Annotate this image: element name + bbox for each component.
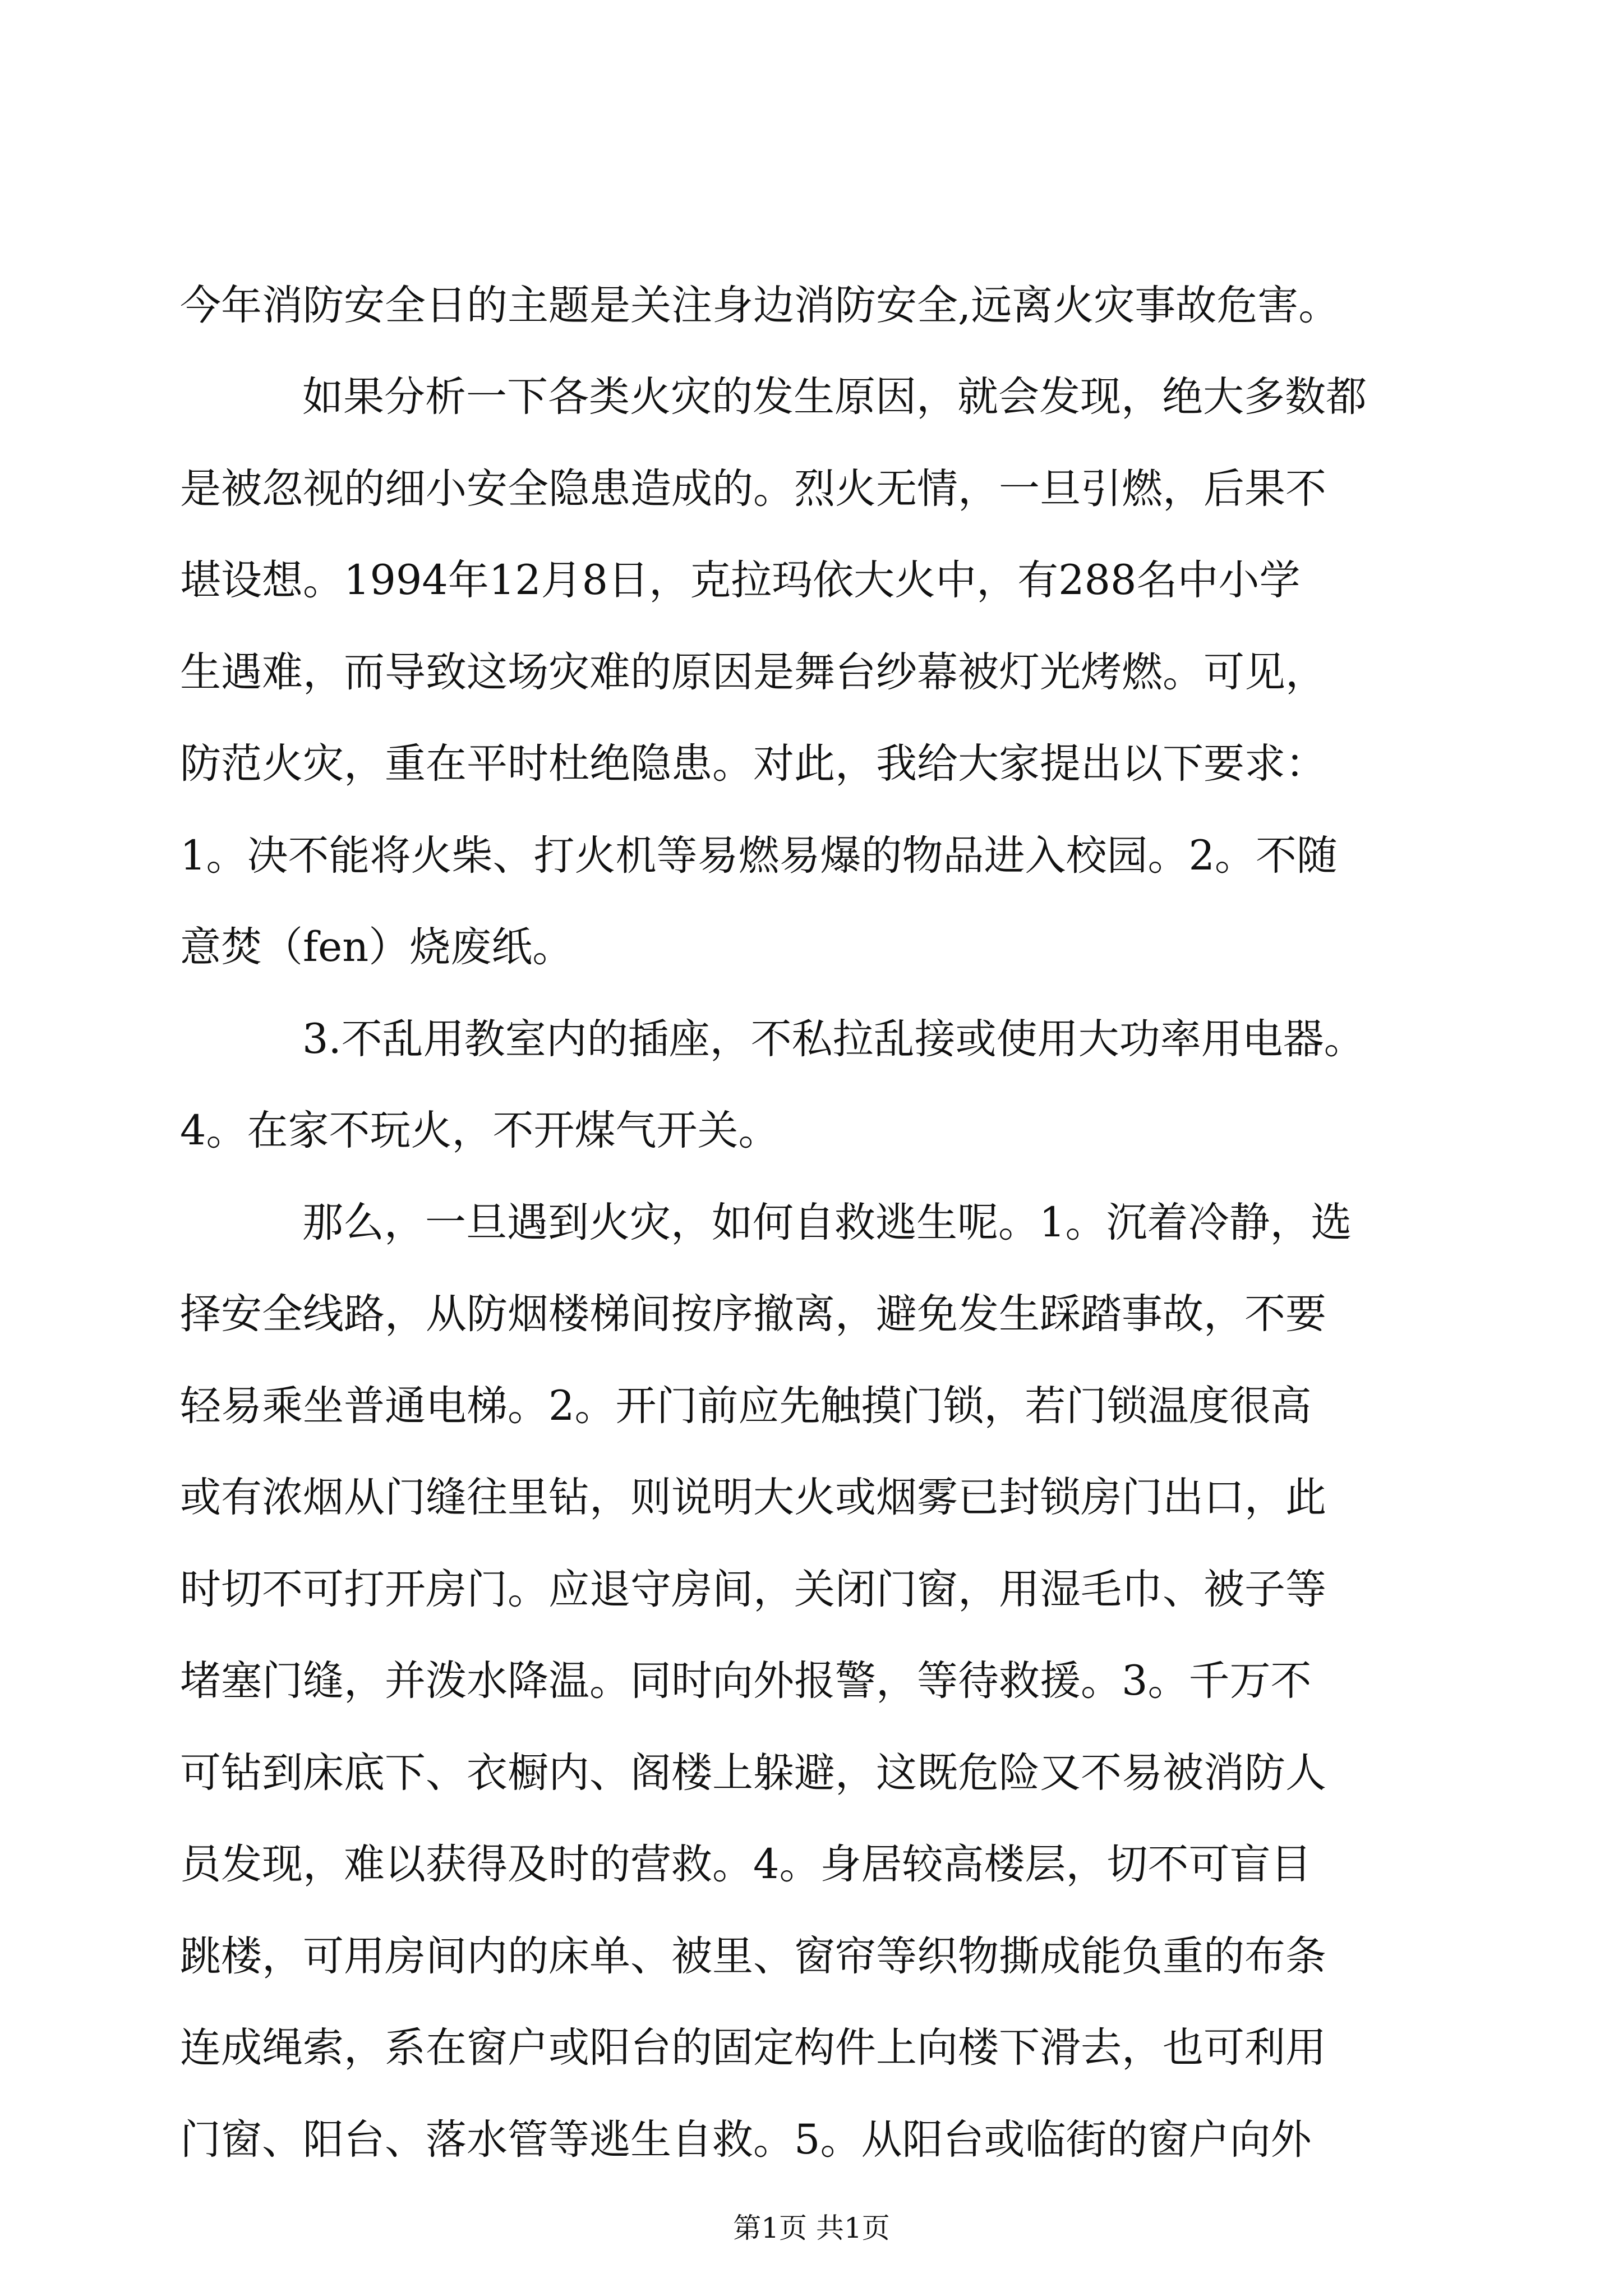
text-line-16: 堵塞门缝，并泼水降温。同时向外报警，等待救援。3。千万不	[180, 1657, 1312, 1705]
text-line-19: 跳楼，可用房间内的床单、被里、窗帘等织物撕成能负重的布条	[180, 1932, 1326, 1980]
text-line-14: 或有浓烟从门缝往里钻，则说明大火或烟雾已封锁房门出口，此	[180, 1474, 1326, 1521]
text-line-18: 员发现，难以获得及时的营救。4。身居较高楼层，切不可盲目	[180, 1841, 1312, 1888]
text-line-1: 今年消防安全日的主题是关注身边消防安全,远离火灾事故危害。	[180, 282, 1340, 329]
text-line-7: 1。决不能将火柴、打火机等易燃易爆的物品进入校园。2。不随	[180, 832, 1338, 880]
text-line-20: 连成绳索，系在窗户或阳台的固定构件上向楼下滑去，也可利用	[180, 2024, 1326, 2072]
text-line-15: 时切不可打开房门。应退守房间，关闭门窗，用湿毛巾、被子等	[180, 1566, 1326, 1613]
text-line-6: 防范火灾，重在平时杜绝隐患。对此，我给大家提出以下要求：	[180, 740, 1326, 788]
text-line-17: 可钻到床底下、衣橱内、阁楼上躲避，这既危险又不易被消防人	[180, 1749, 1326, 1797]
text-line-10: 4。在家不玩火，不开煤气开关。	[180, 1107, 780, 1154]
text-line-9: 3.不乱用教室内的插座，不私拉乱接或使用大功率用电器。	[302, 1015, 1365, 1063]
text-line-5: 生遇难，而导致这场灾难的原因是舞台纱幕被灯光烤燃。可见，	[180, 648, 1326, 696]
text-line-11: 那么，一旦遇到火灾，如何自救逃生呢。1。沉着冷静，选	[302, 1199, 1352, 1246]
text-line-21: 门窗、阳台、落水管等逃生自救。5。从阳台或临街的窗户向外	[180, 2116, 1312, 2164]
text-line-2: 如果分析一下各类火灾的发生原因，就会发现，绝大多数都	[302, 373, 1367, 421]
page-footer: 第1页 共1页	[733, 2212, 890, 2244]
text-line-4: 堪设想。1994年12月8日，克拉玛依大火中，有288名中小学	[180, 556, 1301, 604]
text-line-13: 轻易乘坐普通电梯。2。开门前应先触摸门锁，若门锁温度很高	[180, 1382, 1312, 1430]
text-line-12: 择安全线路，从防烟楼梯间按序撤离，避免发生踩踏事故，不要	[180, 1290, 1326, 1338]
text-line-3: 是被忽视的细小安全隐患造成的。烈火无情，一旦引燃，后果不	[180, 465, 1326, 513]
text-line-8: 意焚（fen）烧废纸。	[180, 923, 574, 971]
